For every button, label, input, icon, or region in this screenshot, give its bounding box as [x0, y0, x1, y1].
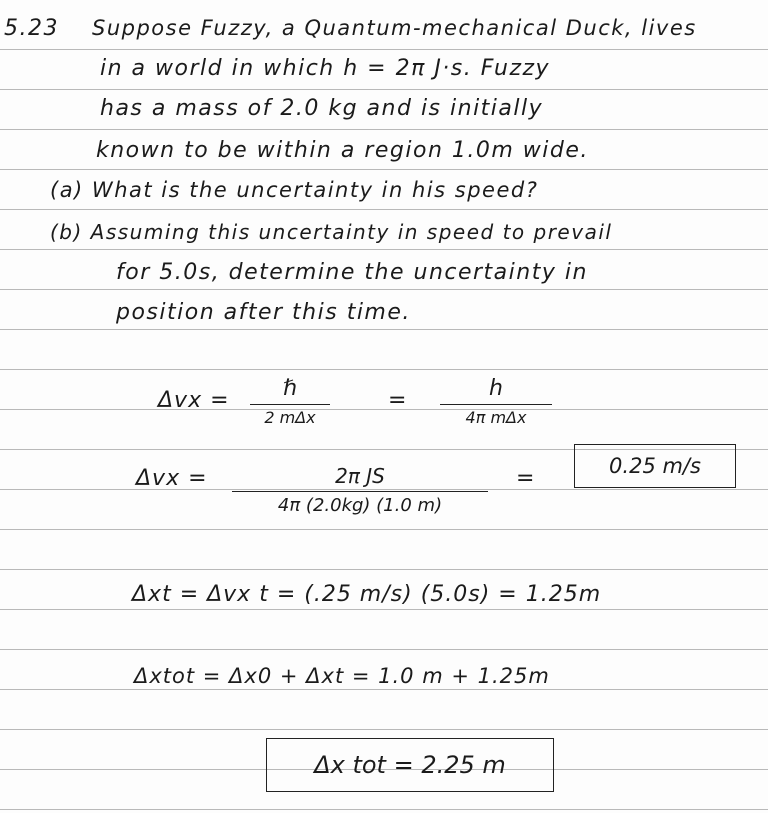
problem-line-3: has a mass of 2.0 kg and is initially — [100, 96, 544, 121]
eq3-line: Δxt = Δvx t = (.25 m/s) (5.0s) = 1.25m — [132, 582, 602, 607]
eq1-f1-bar — [250, 404, 330, 405]
final-answer-box — [266, 738, 554, 792]
part-a-question: (a) What is the uncertainty in his speed? — [50, 178, 539, 202]
problem-line-1: Suppose Fuzzy, a Quantum-mechanical Duck, lives — [92, 16, 697, 40]
eq4-line: Δxtot = Δx0 + Δxt = 1.0 m + 1.25m — [134, 664, 550, 688]
eq2-bar — [232, 491, 488, 492]
eq1-lhs: Δvx = — [158, 388, 230, 413]
part-b-line-2: for 5.0s, determine the uncertainty in — [116, 260, 588, 285]
answer-a-value: 0.25 m/s — [609, 454, 701, 478]
eq2-equals: = — [516, 466, 536, 491]
eq1-fraction-hbar — [250, 376, 330, 427]
problem-line-2: in a world in which h = 2π J·s. Fuzzy — [100, 56, 551, 81]
final-answer-value: Δx tot = 2.25 m — [314, 751, 506, 779]
eq1-f2-numerator: h — [489, 376, 503, 401]
eq2-denominator: 4π (2.0kg) (1.0 m) — [277, 495, 443, 516]
eq2-numerator: 2π JS — [335, 464, 385, 488]
answer-a-box — [574, 444, 736, 488]
problem-line-4: known to be within a region 1.0m wide. — [96, 138, 589, 163]
eq2-lhs: Δvx = — [136, 466, 208, 491]
eq1-f2-bar — [440, 404, 552, 405]
eq1-f1-numerator: ℏ — [283, 376, 297, 401]
eq2-fraction — [232, 464, 488, 516]
problem-number: 5.23 — [4, 16, 59, 41]
part-b-line-3: position after this time. — [116, 300, 411, 325]
eq1-f2-denominator: 4π mΔx — [465, 408, 527, 427]
eq1-fraction-h — [440, 376, 552, 427]
part-b-line-1: (b) Assuming this uncertainty in speed to prevail — [50, 220, 613, 244]
eq1-equals: = — [388, 388, 408, 413]
eq1-f1-denominator: 2 mΔx — [264, 408, 316, 427]
